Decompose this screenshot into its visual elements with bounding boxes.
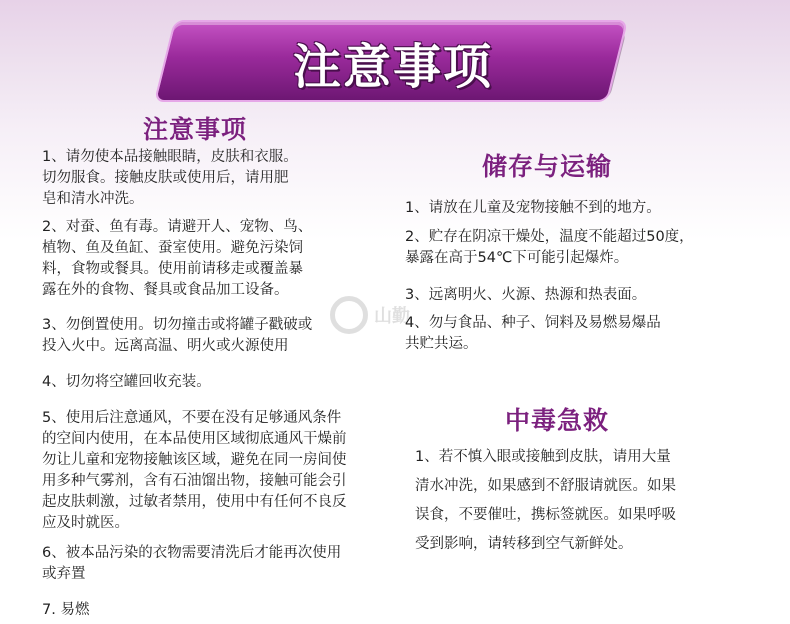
header-banner — [158, 18, 628, 104]
storage-item-3: 3、远离明火、火源、热源和热表面。 — [405, 287, 647, 303]
storage-title: 储存与运输 — [482, 152, 613, 181]
precaution-item-3: 3、勿倒置使用。切勿撞击或将罐子戳破或 投入火中。远离高温、明火或火源使用 — [42, 317, 313, 354]
precaution-item-7: 7. 易燃 — [42, 602, 90, 618]
storage-item-1: 1、请放在儿童及宠物接触不到的地方。 — [405, 200, 661, 216]
storage-item-2: 2、贮存在阴凉干燥处，温度不能超过50度， 暴露在高于54℃下可能引起爆炸。 — [405, 229, 694, 266]
banner-title: 注意事项 — [292, 39, 493, 95]
storage-item-4: 4、勿与食品、种子、饲料及易燃易爆品 共贮共运。 — [405, 315, 661, 352]
precaution-item-2: 2、对蚕、鱼有毒。请避开人、宠物、鸟、 植物、鱼及鱼缸、蚕室使用。避免污染饲 料，食物或餐具。使用前请移走或覆盖暴 露在外的食物、餐具或食品加工设备。 — [42, 219, 313, 298]
first-aid-item-1: 1、若不慎入眼或接触到皮肤，请用大量 清水冲洗，如果感到不舒服请就医。如果 误食，不要催吐，携标签就医。如果呼吸 受到影响，请转移到空气新鲜处。 — [415, 449, 676, 552]
precaution-item-1: 1、请勿使本品接触眼睛，皮肤和衣服。 切勿服食。接触皮肤或使用后，请用肥 皂和清水冲洗。 — [42, 149, 298, 207]
precaution-item-5: 5、使用后注意通风，不要在没有足够通风条件 的空间内使用，在本品使用区域彻底通风干燥前 勿让儿童和宠物接触该区域，避免在同一房间使 用多种气雾剂，含有石油馏出物，接触可能会引 起皮肤刺激，过敏者禁用，使用中有任何不良反 应及时就医。 — [42, 410, 347, 531]
precaution-item-4: 4、切勿将空罐回收充装。 — [42, 374, 211, 390]
precautions-title: 注意事项 — [143, 115, 248, 144]
precaution-item-6: 6、被本品污染的衣物需要清洗后才能再次使用 或弃置 — [42, 545, 342, 582]
first-aid-title: 中毒急救 — [505, 406, 610, 435]
watermark-text: 山勤 — [374, 306, 410, 327]
